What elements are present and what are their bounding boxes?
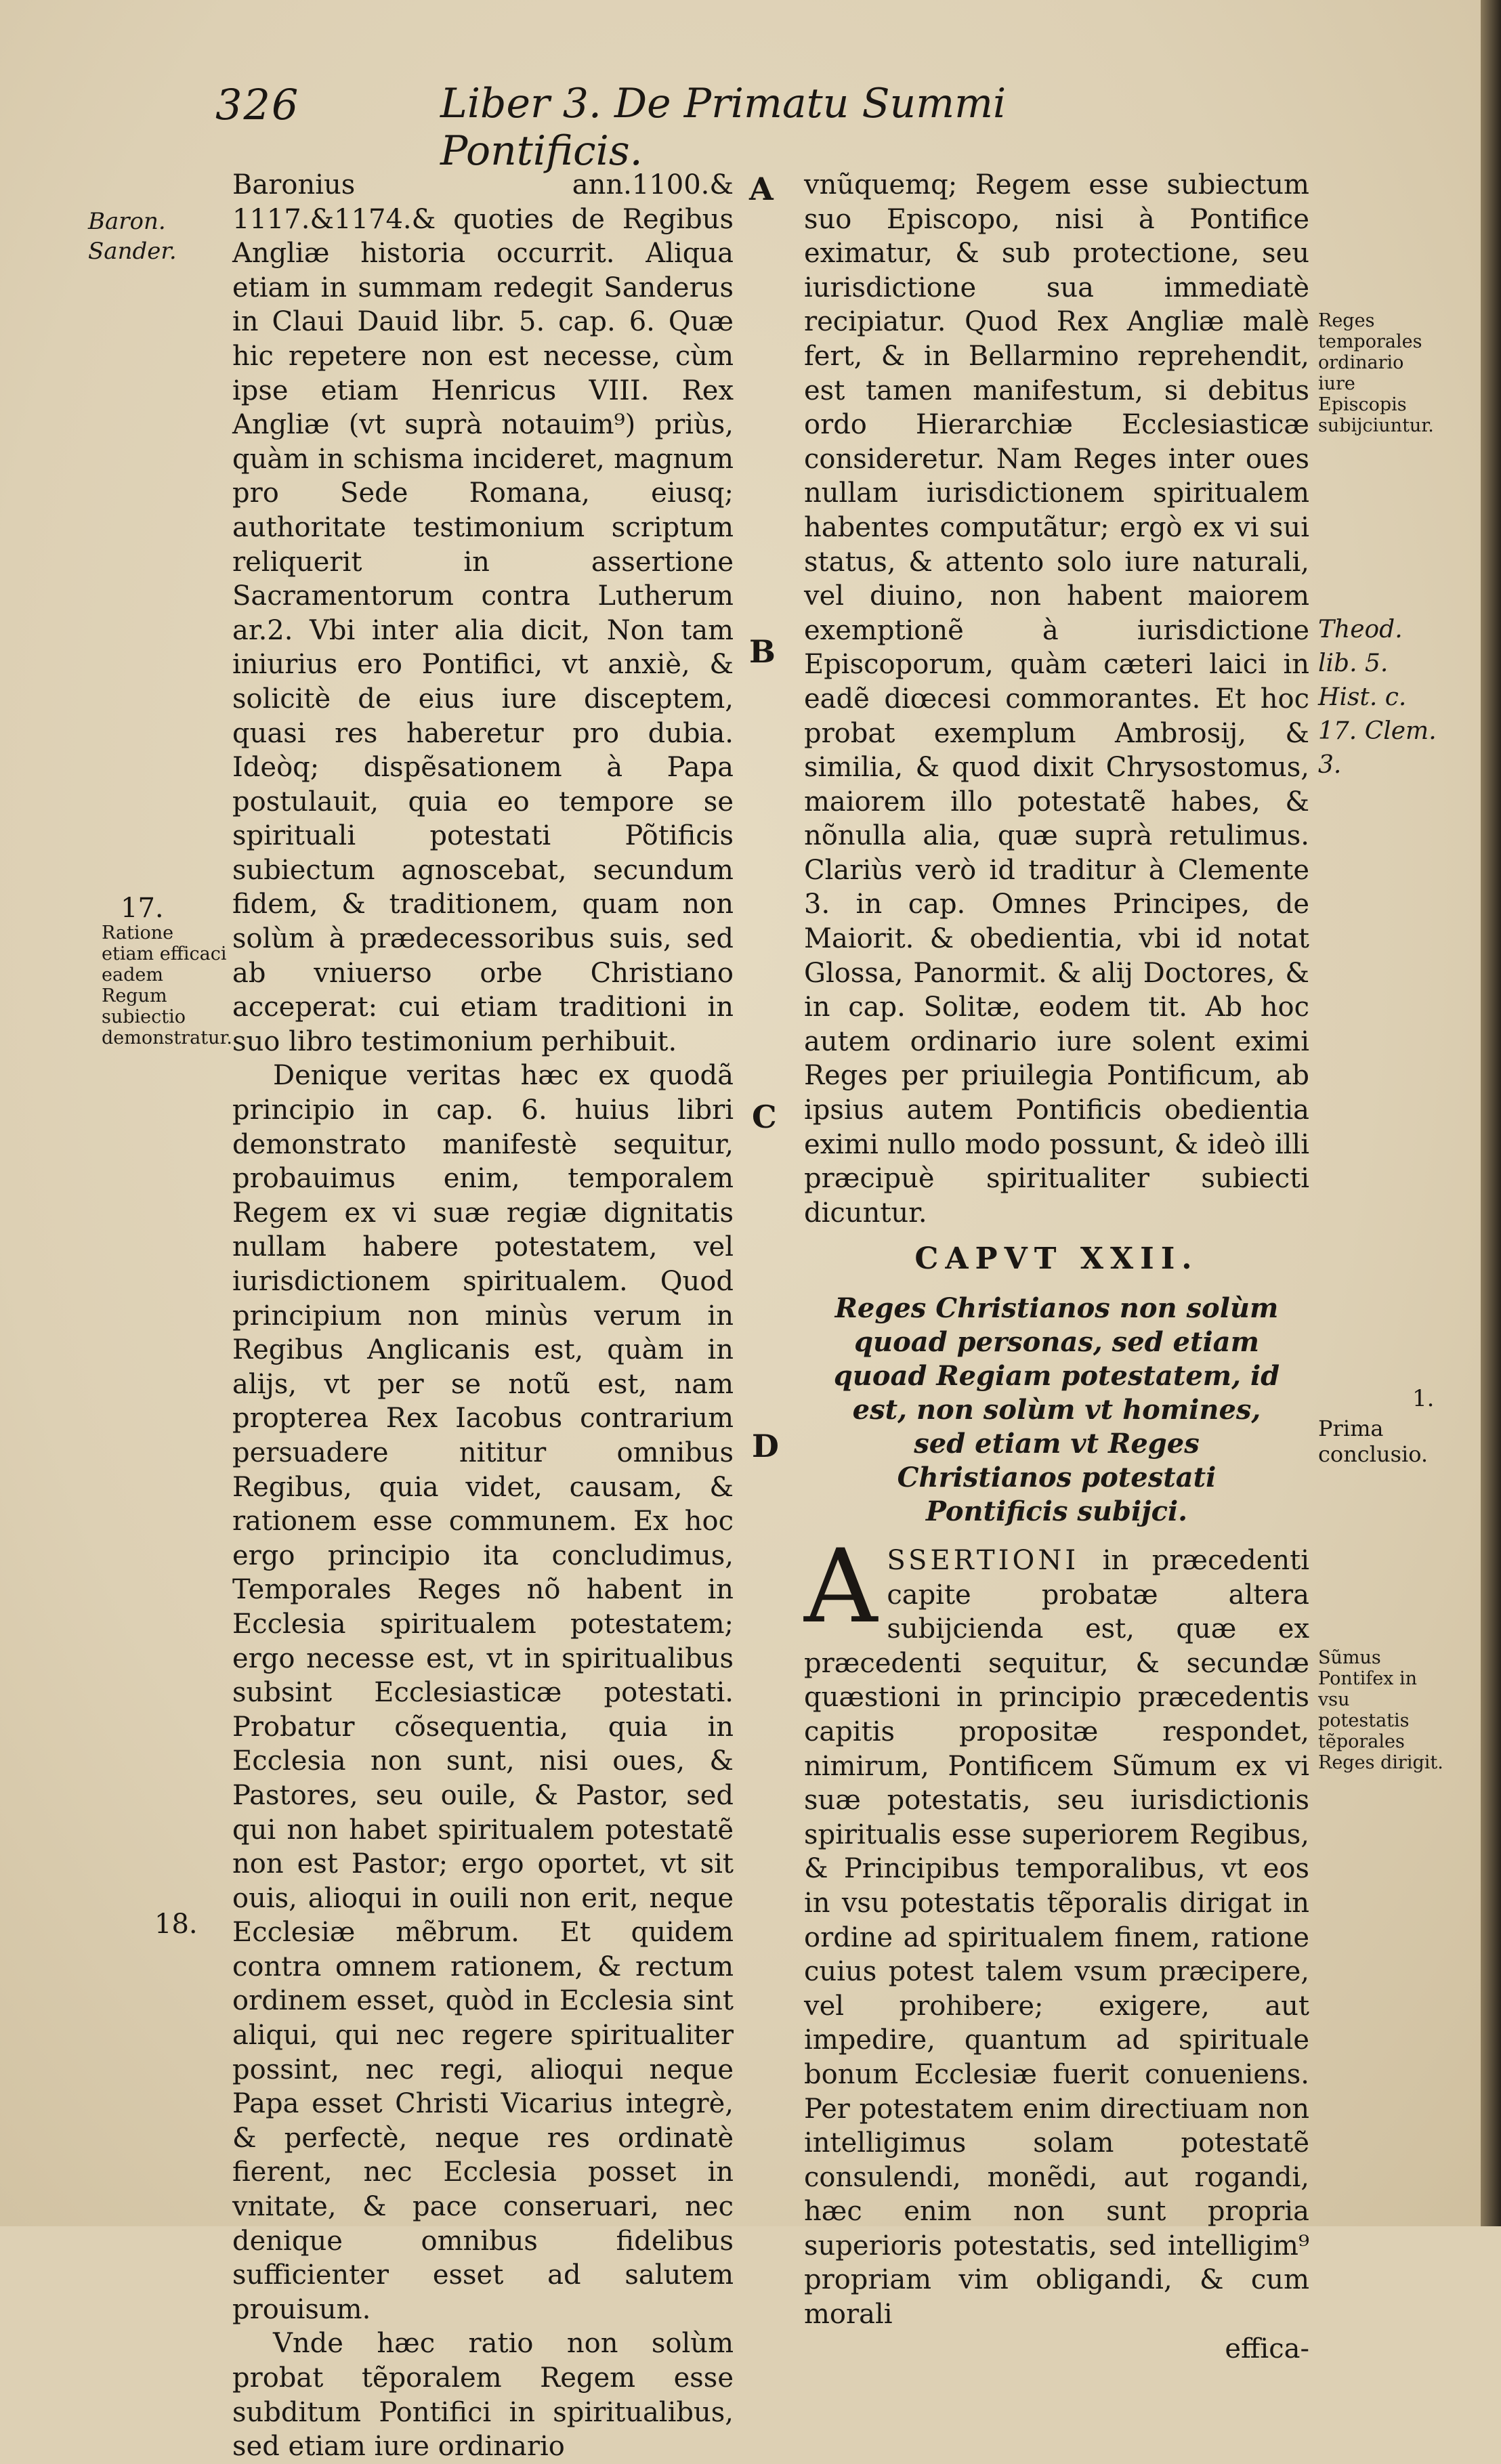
margin-number-17: 17. [121, 893, 164, 924]
page-gutter-shadow [1481, 0, 1501, 2226]
drop-cap-letter: A [804, 1528, 878, 1646]
section-letter-d: D [752, 1428, 779, 1464]
opening-word: SSERTIONI [887, 1545, 1080, 1576]
chapter-title: CAPVT XXII. [914, 1241, 1199, 1277]
section-letter-b: B [749, 633, 776, 670]
margin-note-summus: Sũmus Pontifex in vsu potestatis tẽporales Reges dirigit. [1318, 1647, 1443, 1773]
catchword: effica- [1225, 2333, 1309, 2364]
margin-note-baron: Baron. Sander. [88, 208, 177, 265]
left-column [232, 168, 734, 2464]
margin-number-18: 18. [154, 1909, 198, 1940]
section-letter-c: C [752, 1099, 777, 1135]
right-paragraph-2-text: in præcedenti capite probatæ altera subijcienda est, quæ ex præcedenti sequitur, & secundæ quæstioni in principio præcedentis capitis propositæ respondet, nimirum, Pontificem Sũmum ex vi suæ potestatis, seu iurisdictionis spiritualis esse superiorem Regibus, & Principibus temporalibus, vt eos in vsu potestatis tẽporalis dirigat in ordine ad spiritualem finem, ratione cuius potest talem vsum præcipere, vel prohibere; exigere, aut impedire, quantum ad spirituale bonum Ecclesiæ fuerit conueniens. Per potestatem enim directiuam non intelligimus solam potestatẽ consulendi, monẽdi, aut rogandi, hæc enim non sunt propria superioris potestatis, sed intelligim⁹ propriam vim obligandi, & cum morali [804, 1545, 1309, 2331]
left-paragraph-3: Vnde hæc ratio non solùm probat tẽporalem Regem esse subditum Pontifici in spiritualibus, sed etiam iure ordinario [232, 2328, 734, 2463]
margin-number-1: 1. [1412, 1385, 1435, 1412]
right-paragraph-1: vnũquemq; Regem esse subiectum suo Episcopo, nisi à Pontifice eximatur, & sub protectione, seu iurisdictione sua immediatè recipiatur. Quod Rex Angliæ malè fert, & in Bellarmino reprehendit, est tamen manifestum, si debitus ordo Hierarchiæ Ecclesiasticæ consideretur. Nam Reges inter oues nullam iurisdictionem spiritualem habentes computãtur; ergò ex vi sui status, & attento solo iure naturali, vel diuino, non habent maiorem exemptionẽ à iurisdictione Episcoporum, quàm cæteri laici in eadẽ diœcesi commorantes. Et hoc probat exemplum Ambrosij, & similia, & quod dixit Chrysostomus, maiorem illo potestatẽ habes, & nõnulla alia, quæ suprà retulimus. Clariùs verò id traditur à Clemente 3. in cap. Omnes Principes, de Maiorit. & obedientia, vbi id notat Glossa, Panormit. & alij Doctores, & in cap. Solitæ, eodem tit. Ab hoc autem ordinario iure solent eximi Reges per priuilegia Pontificum, ab ipsius autem Pontificis obedientia eximi nullo modo possunt, & ideò illi præcipuè spiritualiter subiecti dicuntur. [804, 169, 1309, 1229]
margin-note-prima: Prima conclusio. [1318, 1416, 1429, 1467]
margin-note-reges: Reges temporales ordinario iure Episcopis subijciuntur. [1318, 310, 1434, 436]
page-number: 326 [215, 80, 300, 129]
margin-note-theod: Theod. lib. 5. Hist. c. 17. Clem. 3. [1318, 616, 1437, 779]
left-paragraph-1: Baronius ann.1100.& 1117.&1174.& quoties de Regibus Angliæ historia occurrit. Aliqua etiam in summam redegit Sanderus in Claui Dauid libr. 5. cap. 6. Quæ hic repetere non est necesse, cùm ipse etiam Henricus VIII. Rex Angliæ (vt suprà notauim⁹) priùs, quàm in schisma incideret, magnum pro Sede Romana, eiusq; authoritate testimonium scriptum reliquerit in assertione Sacramentorum contra Lutherum ar.2. Vbi inter alia dicit, Non tam iniurius ero Pontifici, vt anxiè, & solicitè de eius iure disceptem, quasi res haberetur pro dubia. Ideòq; dispẽsationem à Papa postulauit, quia eo tempore se spirituali potestati Põtificis subiectum agnoscebat, secundum fidem, & traditionem, quam non solùm à prædecessoribus suis, sed ab vniuerso orbe Christiano acceperat: cui etiam traditioni in suo libro testimonium perhibuit. [232, 169, 734, 1057]
section-letter-a: A [749, 171, 774, 207]
margin-note-ratione: Ratione etiam efficaci eadem Regum subiectio demonstratur. [102, 922, 232, 1048]
running-title: Liber 3. De Primatu Summi Pontificis. [440, 80, 1007, 175]
left-paragraph-2: Denique veritas hæc ex quodã principio in cap. 6. huius libri demonstrato manifestè sequitur, probauimus enim, temporalem Regem ex vi suæ regiæ dignitatis nullam habere potestatem, vel iurisdictionem spiritualem. Quod principium non minùs verum in Regibus Anglicanis est, quàm in alijs, vt per se notũ est, nam propterea Rex Iacobus contrarium persuadere nititur omnibus Regibus, quia videt, causam, & rationem esse communem. Ex hoc ergo principio ita concludimus, Temporales Reges nõ habent in Ecclesia spiritualem potestatem; ergo necesse est, vt in spiritualibus subsint Ecclesiasticæ potestati. Probatur cõsequentia, quia in Ecclesia non sunt, nisi oues, & Pastores, seu ouile, & Pastor, sed qui non habet spiritualem potestatẽ non est Pastor; ergo oportet, vt sit ouis, alioqui in ouili non erit, neque Ecclesiæ mẽbrum. Et quidem contra omnem rationem, & rectum ordinem esset, quòd in Ecclesia sint aliqui, qui nec regere spiritualiter possint, nec regi, alioqui neque Papa esset Christi Vicarius integrè, & perfectè, neque res ordinatè fierent, nec Ecclesia posset in vnitate, & pace conseruari, nec denique omnibus fidelibus sufficienter esset ad salutem prouisum. [232, 1060, 734, 2325]
right-column [804, 168, 1309, 2366]
chapter-summary: Reges Christianos non solùm quoad personas, sed etiam quoad Regiam potestatem, id est, non solùm vt homines, sed etiam vt Reges Christianos potestati Pontificis subijci. [833, 1292, 1280, 1527]
right-paragraph-2 [804, 1528, 1309, 2332]
